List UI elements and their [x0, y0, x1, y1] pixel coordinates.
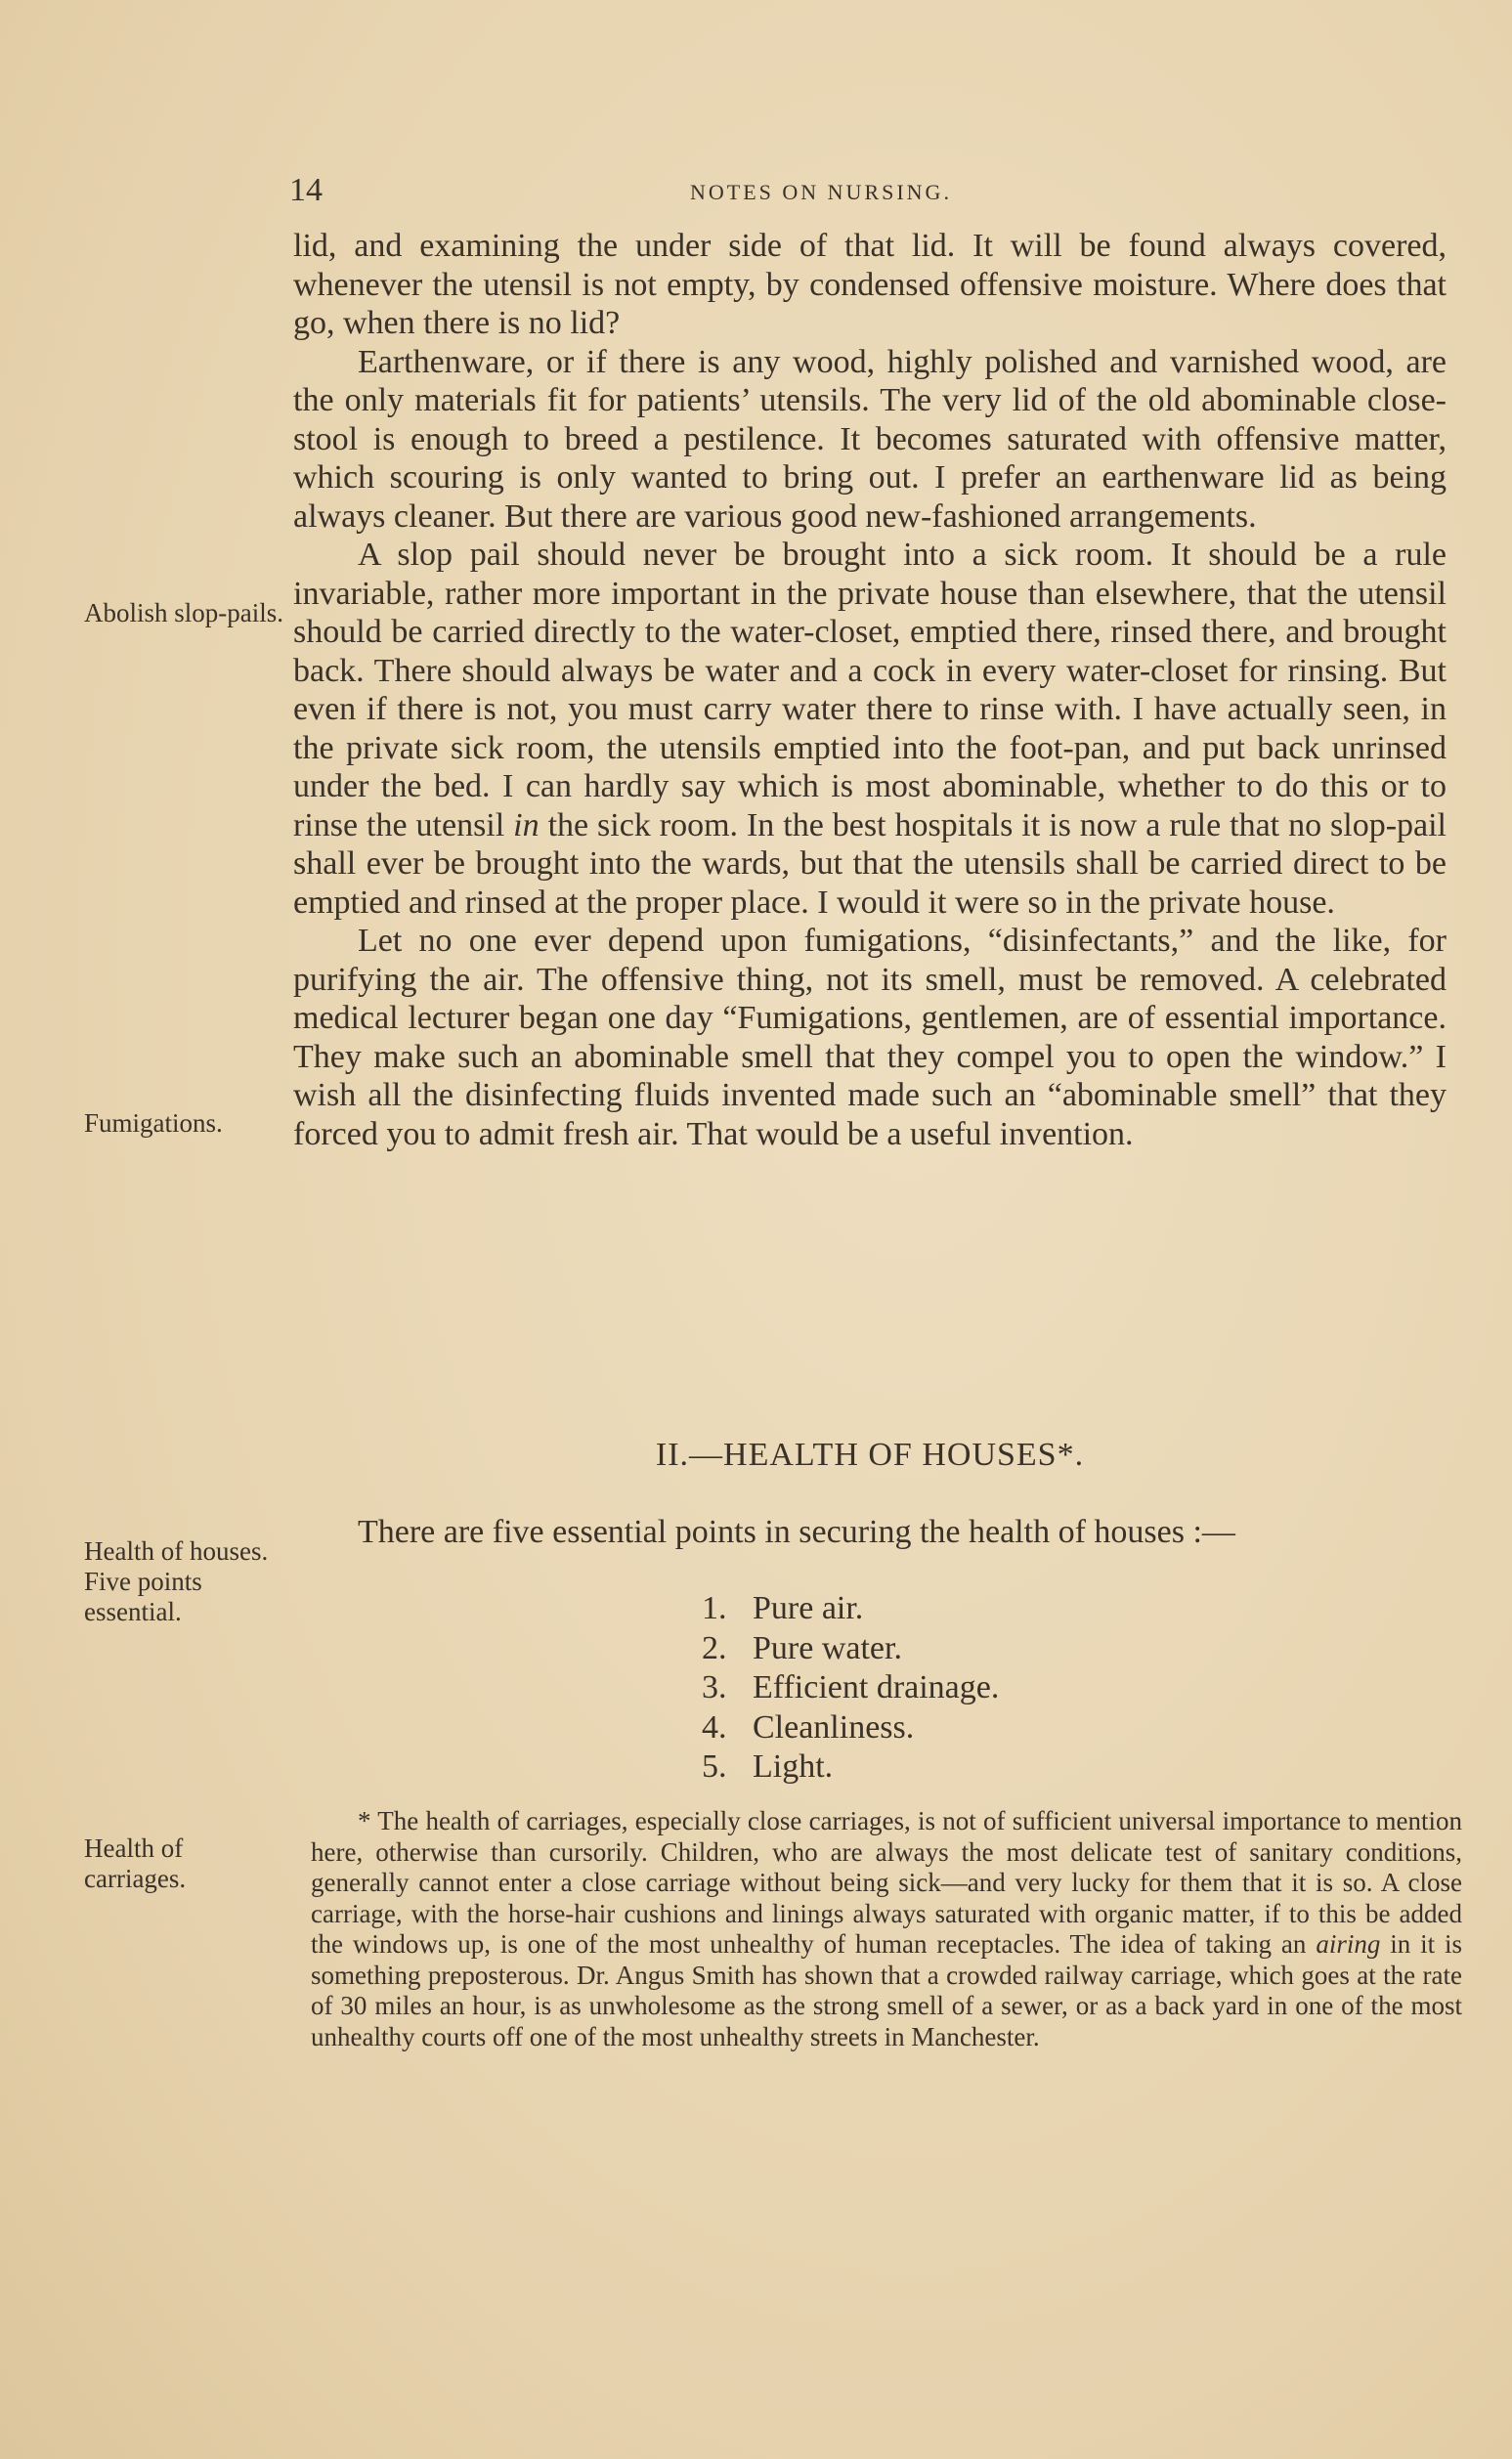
- emphasis-in: in: [513, 806, 540, 843]
- emphasis-airing: airing: [1316, 1929, 1381, 1959]
- list-item: 1. Pure air.: [702, 1590, 864, 1626]
- houses-intro: [293, 1513, 1447, 1552]
- slop-pail-text-a: A slop pail should never be brought into a sick room. It should be a rule invariable, rather more important in the private house than elsewhere, that the utensil should be carried directly to the water-closet, emptied there, rinsed there, and brought back. There should always be water and a cock in every water-closet for rinsing. But even if there is not, you must carry water there to rinse with. I have actually seen, in the private sick room, the utensils emptied into the foot-pan, and put back unrinsed under the bed. I can hardly say which is most abominable, whether to do this or to rinse the utensil: [293, 537, 1447, 843]
- page-number: 14: [289, 172, 323, 208]
- footnote-text-b: in it is something preposterous. Dr. Angus Smith has shown that a crowded railway carriage, which goes at the rate of 30 miles an hour, is as unwholesome as the strong smell of a sewer, or as a back yard in one of the most unhealthy courts off one of the most unhealthy streets in Manchester.: [311, 1929, 1463, 2051]
- list-item: 5. Light.: [702, 1748, 834, 1785]
- paragraph-five-points: There are five essential points in securing the health of houses :—: [358, 1514, 1235, 1550]
- main-text: [293, 227, 1447, 1153]
- side-note-slop-pails: Abolish slop-pails.: [84, 598, 284, 627]
- side-note-fumigations: Fumigations.: [84, 1108, 223, 1138]
- list-item: 3. Efficient drainage.: [702, 1669, 1000, 1705]
- side-note-health-houses: Health of houses. Five points essential.: [84, 1536, 269, 1626]
- list-item: 4. Cleanliness.: [702, 1708, 915, 1746]
- paragraph-slop-pail: [293, 536, 1447, 922]
- paragraph-fumigations: Let no one ever depend upon fumigations, “disinfectants,” and the like, for purifying the air. The offensive thing, not its smell, must be removed. A celebrated medical lecturer began one day “Fumigations, gentlemen, are of essential importance. They make such an abominable smell that they compel you to open the window.” I wish all the disinfecting fluids invented made such an “abominable smell” that they forced you to admit fresh air. That would be a useful invention.: [293, 923, 1447, 1152]
- section-heading: II.—HEALTH OF HOUSES*.: [655, 1437, 1085, 1473]
- five-points-list: [702, 1589, 999, 1788]
- list-item: 2. Pure water.: [702, 1629, 902, 1666]
- paragraph-lid: lid, and examining the under side of that lid. It will be found always covered, whenever the utensil is not empty, by condensed offensive moisture. Where does that go, when there is no lid?: [293, 228, 1447, 341]
- slop-pail-text-b: the sick room. In the best hospitals it is now a rule that no slop-pail shall ever be brought into the wards, but that the utensils shall be carried direct to be emptied and rinsed at the proper place. I would it were so in the private house.: [293, 806, 1447, 921]
- footnote-text-a: * The health of carriages, especially close carriages, is not of sufficient universal importance to mention here, otherwise than cursorily. Children, who are always the most delicate test of sanitary conditions, generally cannot enter a close carriage without being sick—and very lucky for them that it is so. A close carriage, with the horse-hair cushions and linings always saturated with organic matter, if to this be added the windows up, is one of the most unhealthy of human receptacles. The idea of taking an: [311, 1806, 1462, 1959]
- running-title: NOTES ON NURSING.: [690, 180, 952, 204]
- paragraph-earthenware: Earthenware, or if there is any wood, highly polished and varnished wood, are the only materials fit for patients’ utensils. The very lid of the old abominable close-stool is enough to breed a pestilence. It becomes saturated with offensive matter, which scouring is only wanted to bring out. I prefer an earthenware lid as being always cleaner. But there are various good new-fashioned arrangements.: [293, 343, 1447, 535]
- footnote: [311, 1806, 1462, 2052]
- page-header: [289, 172, 1443, 211]
- side-note-health-carriages: Health of carriages.: [84, 1833, 187, 1893]
